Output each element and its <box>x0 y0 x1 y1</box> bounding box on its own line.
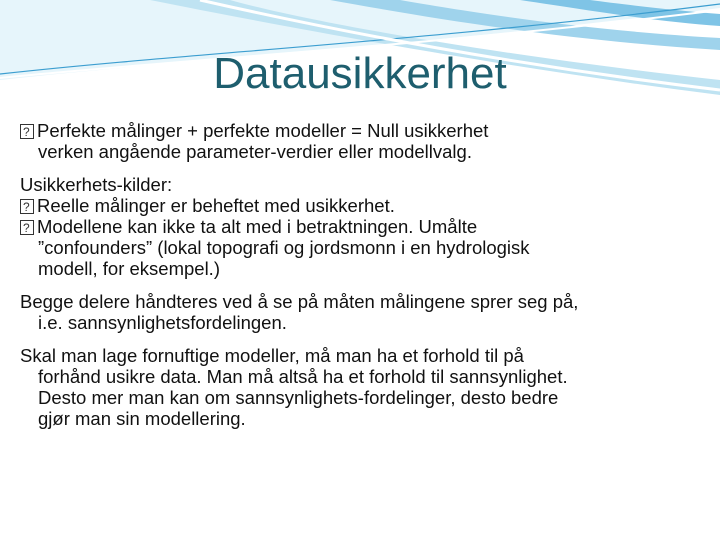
bullet-item: ?Perfekte målinger + perfekte modeller = Null usikkerhet verken angående parameter-verdier eller modellvalg. <box>20 120 710 162</box>
bullet-box-icon <box>20 220 34 235</box>
bullet-item: ?Modellene kan ikke ta alt med i betraktningen. Umålte ”confounders” (lokal topografi og jordsmonn i en hydrologisk modell, for eksempel.) <box>20 216 710 279</box>
bullet-box-icon <box>20 124 34 139</box>
slide-body <box>20 120 710 429</box>
bullet-item: ?Reelle målinger er beheftet med usikkerhet. <box>20 195 710 216</box>
paragraph: Begge delere håndteres ved å se på måten målingene sprer seg på, i.e. sannsynlighetsfordelingen. <box>20 291 579 333</box>
paragraph: Skal man lage fornuftige modeller, må man ha et forhold til på forhånd usikre data. Man må altså ha et forhold til sannsynlighet. Desto mer man kan om sannsynlighets-fordelinger, desto bedre gjør man sin modellering. <box>20 345 568 429</box>
section-heading: Usikkerhets-kilder: <box>20 174 173 195</box>
slide-title: Datausikkerhet <box>213 49 507 98</box>
bullet-box-icon <box>20 199 34 214</box>
